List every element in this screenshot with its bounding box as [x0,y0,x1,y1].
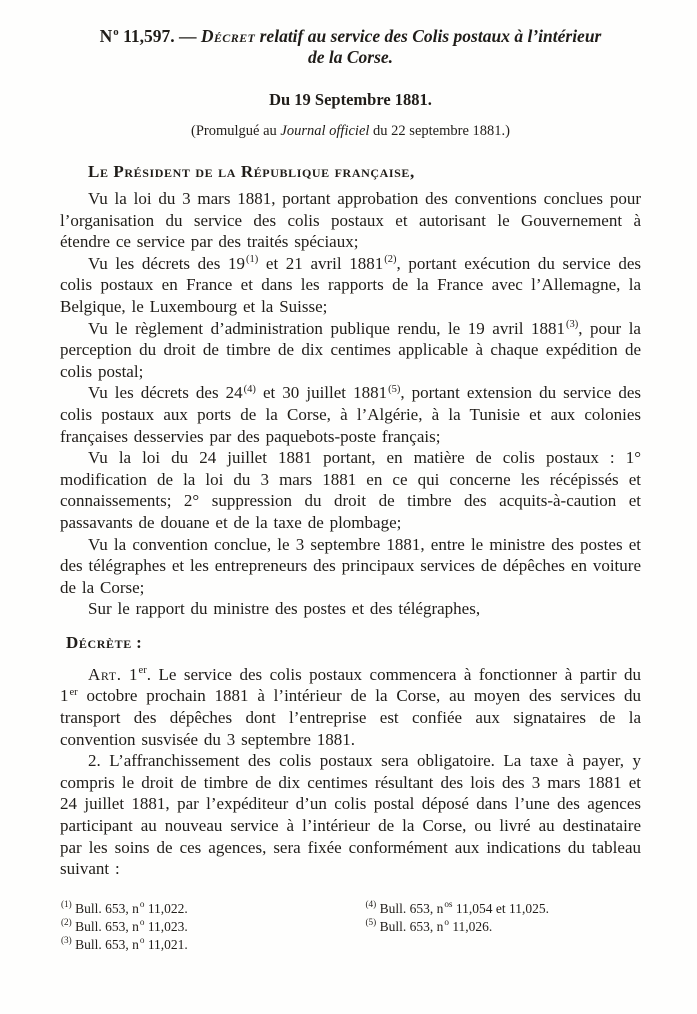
recital-paragraph-2: Vu les décrets des 19$^{(1)}$ et 21 avril 1881$^{(2)}$, portant exécution du service des colis postaux en France et dans les rapports de la France avec l’Allemagne, la Belgique, le Luxembourg et la Suisse; [60,253,641,316]
recital-paragraph-6: Vu la convention conclue, le 3 septembre 1881, entre le ministre des postes et des télégraphes et les entrepreneurs des principaux services de dépêches en voiture de la Corse; [60,534,641,597]
footnote-3: $^{(3)}$ Bull. 653, $n^o$ 11,021. [61,935,188,952]
decree-heading-line2: de la Corse. [307,47,394,67]
footnote-4: $^{(4)}$ Bull. 653, $n^{os}$ 11,054 et 11,025. [365,899,549,916]
article-1-paragraph: Art. 1er. Le service des colis postaux commencera à fonctionner à partir du 1er octobre prochain 1881 à l’intérieur de la Corse, au moyen des services du transport des dépêches dont l’entreprise est confiée aux signataires de la convention susvisée du 3 septembre 1881. [60,664,641,749]
decree-heading-line1: $N^o$ 11,597. — Décret relatif au service des Colis postaux à l’intérieur [99,26,602,46]
recital-paragraph-1: Vu la loi du 3 mars 1881, portant approbation des conventions conclues pour l’organisation du service des colis postaux et autorisant le Gouvernement à étendre ce service par des traités spéciaux; [60,189,641,252]
recital-paragraph-3: Vu le règlement d’administration publique rendu, le 19 avril 1881$^{(3)}$, pour la perception du droit de timbre de dix centimes applicable à chaque expédition de colis postal; [60,318,641,381]
footnote-2: $^{(2)}$ Bull. 653, $n^o$ 11,023. [61,917,188,934]
footnotes [60,900,641,954]
article-2-paragraph: 2. L’affranchissement des colis postaux sera obligatoire. La taxe à payer, y compris le droit de timbre de dix centimes résultant des lois des 3 mars 1881 et 24 juillet 1881, par l’expéditeur d’un colis postal déposé dans l’une des agences participant au nouveau service à l’intérieur de la Corse, ou livré au destinataire par les soins de ces agences, sera fixée conformément aux indications du tableau suivant : [60,751,641,879]
footnote-5: $^{(5)}$ Bull. 653, $n^o$ 11,026. [365,917,493,934]
salutation: Le Président de la République française, [88,162,415,181]
footnote-1: $^{(1)}$ Bull. 653, $n^o$ 11,022. [61,899,188,916]
recital-paragraph-4: Vu les décrets des 24$^{(4)}$ et 30 juillet 1881$^{(5)}$, portant extension du service des colis postaux aux ports de la Corse, à l’Algérie, à la Tunisie et aux colonies françaises desservies par des paquebots-poste français; [60,383,641,446]
decree-word: Décrète : [66,632,142,652]
footnotes-left-column [60,900,351,954]
recital-paragraph-7: Sur le rapport du ministre des postes et des télégraphes, [88,599,481,619]
decree-date: Du 19 Septembre 1881. [269,90,432,109]
promulgation-note: (Promulgué au Journal officiel du 22 septembre 1881.) [191,123,510,139]
recital-paragraph-5: Vu la loi du 24 juillet 1881 portant, en matière de colis postaux : 1° modification de la loi du 3 mars 1881 en ce qui concerne les récépissés et connaissements; 2° suppression du droit de timbre des acquits-à-caution et passavants de douane et de la taxe de plombage; [60,448,641,532]
decree-heading [60,26,641,68]
footnotes-right-column [351,900,642,954]
